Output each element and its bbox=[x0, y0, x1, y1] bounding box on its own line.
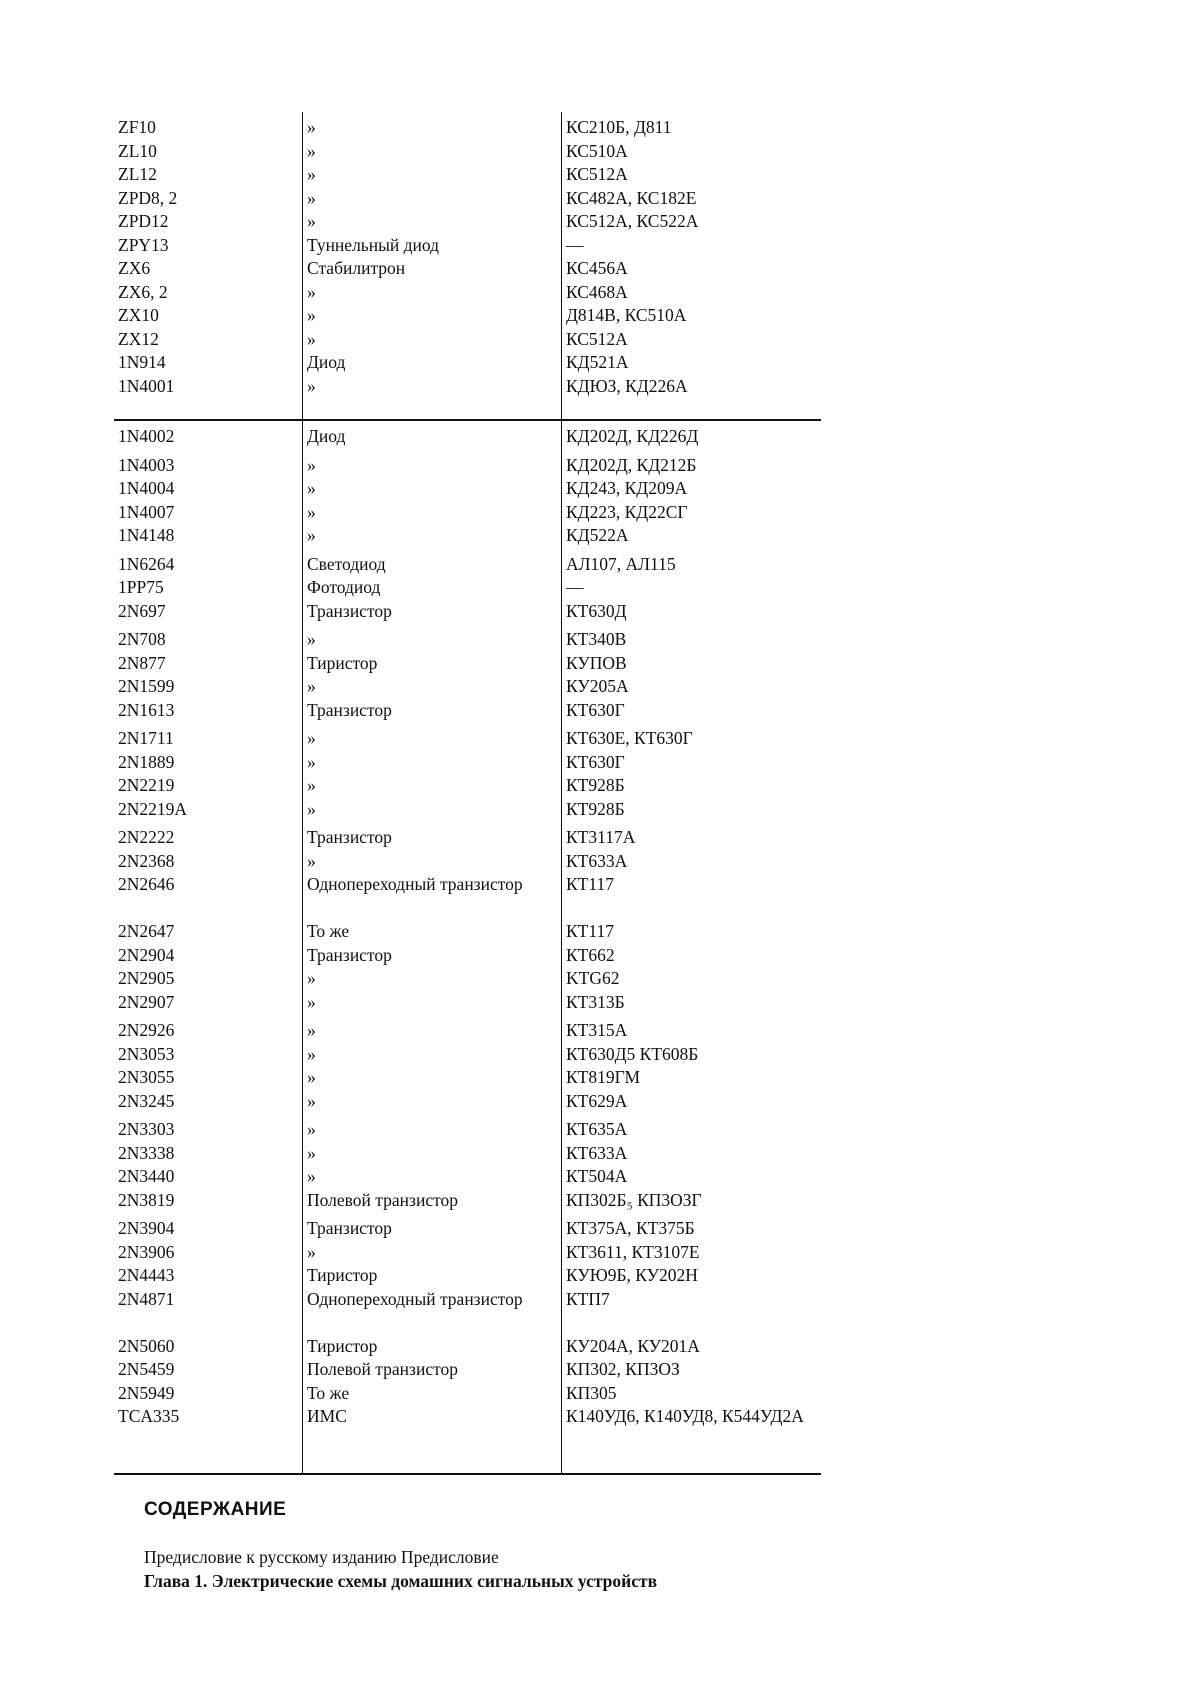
cell-device-type: » bbox=[307, 375, 316, 396]
cell-analog: КТ3611, КТ3107Е bbox=[566, 1241, 700, 1262]
cell-device-type: Транзистор bbox=[307, 827, 392, 847]
cell-part-number: 2N4871 bbox=[118, 1288, 175, 1309]
cell-analog: АЛ107, АЛ115 bbox=[566, 553, 676, 574]
cell-device-type: » bbox=[307, 140, 316, 161]
cell-analog: КТ662 bbox=[566, 944, 615, 965]
contents-item-chapter-1[interactable]: Глава 1. Электрические схемы домашних сигнальных устройств bbox=[144, 1571, 658, 1591]
cell-analog: КД202Д, КД212Б bbox=[566, 454, 697, 475]
cell-part-number: 1N4001 bbox=[118, 375, 175, 396]
cell-device-type: » bbox=[307, 1142, 316, 1163]
cell-analog: КТ928Б bbox=[566, 798, 625, 819]
table-row bbox=[114, 116, 821, 140]
table-row bbox=[114, 967, 821, 991]
table-row bbox=[114, 257, 821, 281]
table-row bbox=[114, 1118, 821, 1142]
table-row bbox=[114, 1165, 821, 1189]
cell-analog: КС210Б, Д811 bbox=[566, 117, 672, 137]
cell-analog: КУПОВ bbox=[566, 652, 627, 673]
cell-device-type: Транзистор bbox=[307, 600, 392, 621]
cell-part-number: 1N4148 bbox=[118, 525, 175, 545]
table-row bbox=[114, 163, 821, 187]
cell-device-type: » bbox=[307, 991, 316, 1012]
cell-device-type: » bbox=[307, 1119, 316, 1139]
cell-part-number: 2N2647 bbox=[118, 921, 175, 941]
cell-device-type: » bbox=[307, 164, 316, 184]
cell-part-number: 2N1599 bbox=[118, 676, 175, 696]
cell-device-type: » bbox=[307, 1067, 316, 1087]
cell-device-type: Полевой транзистор bbox=[307, 1189, 458, 1210]
table-row bbox=[114, 991, 821, 1015]
cell-part-number: 2N5949 bbox=[118, 1382, 175, 1403]
cell-part-number: 2N3303 bbox=[118, 1119, 175, 1139]
cell-device-type: Фотодиод bbox=[307, 577, 381, 597]
cell-part-number: 2N1613 bbox=[118, 699, 175, 720]
cell-analog: КТ819ГМ bbox=[566, 1067, 641, 1087]
cell-part-number: ZL10 bbox=[118, 140, 157, 161]
cell-part-number: 2N3440 bbox=[118, 1166, 175, 1186]
table-row bbox=[114, 1335, 821, 1359]
cell-analog: КД243, КД209А bbox=[566, 478, 688, 498]
table-row bbox=[114, 1090, 821, 1114]
cell-analog: КТ633А bbox=[566, 850, 628, 871]
cell-analog: КС456А bbox=[566, 258, 628, 278]
cell-device-type: » bbox=[307, 629, 316, 649]
cell-part-number: 1N4003 bbox=[118, 454, 175, 475]
cell-analog: КТ3117А bbox=[566, 827, 636, 847]
cell-analog: КТ117 bbox=[566, 921, 614, 941]
cell-part-number: 2N5459 bbox=[118, 1359, 175, 1379]
cell-analog: Д814В, КС510А bbox=[566, 305, 687, 325]
table-row bbox=[114, 675, 821, 699]
cell-part-number: 2N3055 bbox=[118, 1067, 175, 1087]
cell-part-number: 2N3819 bbox=[118, 1189, 175, 1210]
cell-part-number: 2N697 bbox=[118, 600, 166, 621]
cell-part-number: ZX6 bbox=[118, 258, 151, 278]
cell-part-number: 2N2905 bbox=[118, 968, 175, 988]
cell-part-number: ZPD8, 2 bbox=[118, 187, 178, 208]
cell-analog: КП302Б₅ КП3ОЗГ bbox=[566, 1189, 702, 1210]
cell-device-type: Светодиод bbox=[307, 553, 386, 574]
cell-analog: КС510А bbox=[566, 140, 628, 161]
cell-analog: КТ630Г bbox=[566, 699, 625, 720]
cell-analog: КТ630Д bbox=[566, 600, 627, 621]
table-row bbox=[114, 944, 821, 968]
table-row bbox=[114, 1043, 821, 1067]
table-row bbox=[114, 328, 821, 352]
table-row bbox=[114, 1142, 821, 1166]
table-row bbox=[114, 1288, 821, 1335]
cell-analog: КТ928Б bbox=[566, 775, 625, 795]
table-row bbox=[114, 798, 821, 822]
table-row bbox=[114, 600, 821, 624]
cell-analog: КТ504А bbox=[566, 1166, 628, 1186]
cell-analog: КС512А, КС522А bbox=[566, 211, 699, 231]
cell-part-number: 2N3904 bbox=[118, 1218, 175, 1238]
cell-part-number: 1N4002 bbox=[118, 426, 175, 446]
cell-analog: КТ630Г bbox=[566, 751, 625, 772]
table-row bbox=[114, 425, 821, 449]
cell-device-type: Диод bbox=[307, 426, 346, 446]
cell-device-type: » bbox=[307, 454, 316, 475]
cell-part-number: 2N708 bbox=[118, 629, 166, 649]
cell-part-number: 2N2219A bbox=[118, 798, 188, 819]
table-row bbox=[114, 553, 821, 577]
table-rows bbox=[114, 116, 821, 398]
cell-device-type: » bbox=[307, 525, 316, 545]
cell-analog: КТ633А bbox=[566, 1142, 628, 1163]
cell-device-type: Стабилитрон bbox=[307, 258, 406, 278]
cell-part-number: ZF10 bbox=[118, 117, 156, 137]
cell-analog: КУ205А bbox=[566, 676, 629, 696]
table-row bbox=[114, 375, 821, 399]
cell-part-number: 2N1711 bbox=[118, 728, 174, 748]
cell-analog: КДЮЗ, КД226А bbox=[566, 375, 688, 396]
cell-device-type: » bbox=[307, 1241, 316, 1262]
cell-analog: КД521А bbox=[566, 352, 629, 372]
table-row bbox=[114, 234, 821, 258]
cell-analog: КС468А bbox=[566, 281, 628, 302]
cell-analog: — bbox=[566, 577, 584, 597]
table-row bbox=[114, 351, 821, 375]
cell-device-type: » bbox=[307, 501, 316, 522]
cell-device-type: » bbox=[307, 117, 316, 137]
cell-analog: КТ629А bbox=[566, 1090, 628, 1111]
table-row bbox=[114, 920, 821, 944]
cell-part-number: 2N4443 bbox=[118, 1265, 175, 1285]
table-bottom-border bbox=[114, 1473, 821, 1475]
cell-device-type: » bbox=[307, 281, 316, 302]
table-row bbox=[114, 1382, 821, 1406]
cell-analog: КД202Д, КД226Д bbox=[566, 426, 699, 446]
table-row bbox=[114, 727, 821, 751]
cell-part-number: 2N2646 bbox=[118, 874, 175, 894]
cell-analog: КД223, КД22СГ bbox=[566, 501, 688, 522]
cell-device-type: » bbox=[307, 1020, 316, 1040]
table-row bbox=[114, 576, 821, 600]
cell-device-type: То же bbox=[307, 921, 350, 941]
cell-device-type: Туннельный диод bbox=[307, 234, 440, 255]
parts-table-bottom bbox=[114, 421, 821, 1475]
cell-part-number: 1N4004 bbox=[118, 478, 175, 498]
cell-device-type: » bbox=[307, 305, 316, 325]
cell-part-number: 2N2904 bbox=[118, 944, 175, 965]
contents-heading: СОДЕРЖАНИЕ bbox=[144, 1499, 287, 1520]
cell-device-type: ИМС bbox=[307, 1406, 347, 1426]
table-row bbox=[114, 628, 821, 652]
cell-part-number: 2N3245 bbox=[118, 1090, 175, 1111]
table-row bbox=[114, 1264, 821, 1288]
cell-device-type: » bbox=[307, 211, 316, 231]
table-row bbox=[114, 1217, 821, 1241]
cell-device-type: » bbox=[307, 775, 316, 795]
cell-part-number: 1N914 bbox=[118, 352, 166, 372]
cell-part-number: 2N2222 bbox=[118, 827, 175, 847]
cell-analog: КТ630Д5 КТ608Б bbox=[566, 1043, 699, 1064]
table-row bbox=[114, 210, 821, 234]
cell-part-number: ZL12 bbox=[118, 164, 157, 184]
table-row bbox=[114, 1019, 821, 1043]
cell-part-number: 1N6264 bbox=[118, 553, 175, 574]
table-row bbox=[114, 1189, 821, 1213]
cell-part-number: 2N877 bbox=[118, 652, 166, 673]
cell-device-type: Полевой транзистор bbox=[307, 1359, 458, 1379]
cell-device-type: » bbox=[307, 328, 316, 349]
cell-part-number: 2N2926 bbox=[118, 1020, 175, 1040]
cell-part-number: 2N1889 bbox=[118, 751, 175, 772]
cell-analog: КД522А bbox=[566, 525, 629, 545]
cell-part-number: TCA335 bbox=[118, 1406, 180, 1426]
cell-part-number: 2N3338 bbox=[118, 1142, 175, 1163]
cell-analog: КУ204А, КУ201А bbox=[566, 1335, 700, 1356]
cell-device-type: Транзистор bbox=[307, 944, 392, 965]
cell-part-number: 1PP75 bbox=[118, 577, 164, 597]
cell-part-number: 2N3053 bbox=[118, 1043, 175, 1064]
table-row bbox=[114, 281, 821, 305]
cell-part-number: 2N5060 bbox=[118, 1335, 175, 1356]
cell-analog: КТ313Б bbox=[566, 991, 625, 1012]
table-row bbox=[114, 454, 821, 478]
cell-part-number: 2N2219 bbox=[118, 775, 175, 795]
cell-device-type: » bbox=[307, 751, 316, 772]
table-row bbox=[114, 751, 821, 775]
cell-part-number: ZX12 bbox=[118, 328, 159, 349]
cell-device-type: » bbox=[307, 187, 316, 208]
table-row bbox=[114, 524, 821, 548]
cell-analog: КТ630Е, КТ630Г bbox=[566, 728, 693, 748]
cell-analog: КС482А, КС182Е bbox=[566, 187, 697, 208]
cell-device-type: Транзистор bbox=[307, 699, 392, 720]
cell-analog: КС512А bbox=[566, 164, 628, 184]
cell-device-type: » bbox=[307, 1090, 316, 1111]
cell-device-type: Тиристор bbox=[307, 1335, 378, 1356]
cell-part-number: ZPD12 bbox=[118, 211, 169, 231]
cell-analog: КТ635А bbox=[566, 1119, 628, 1139]
cell-part-number: ZX10 bbox=[118, 305, 159, 325]
cell-device-type: » bbox=[307, 728, 316, 748]
table-row bbox=[114, 699, 821, 723]
cell-analog: — bbox=[566, 234, 584, 255]
cell-device-type: Тиристор bbox=[307, 652, 378, 673]
cell-analog: КП305 bbox=[566, 1382, 617, 1403]
cell-part-number: ZPY13 bbox=[118, 234, 169, 255]
contents-item-preface[interactable]: Предисловие к русскому изданию Предисловие bbox=[144, 1547, 499, 1567]
cell-device-type: » bbox=[307, 798, 316, 819]
table-row bbox=[114, 1241, 821, 1265]
cell-device-type: Однопереходный транзистор bbox=[307, 874, 523, 894]
cell-device-type: Однопереходный транзистор bbox=[307, 1288, 523, 1309]
cell-analog: KTG62 bbox=[566, 968, 620, 988]
parts-table-top bbox=[114, 112, 821, 421]
table-row bbox=[114, 1358, 821, 1382]
cell-part-number: 2N3906 bbox=[118, 1241, 175, 1262]
table-row bbox=[114, 501, 821, 525]
cell-device-type: То же bbox=[307, 1382, 350, 1403]
cell-device-type: Транзистор bbox=[307, 1218, 392, 1238]
cell-analog: КТ315А bbox=[566, 1020, 628, 1040]
table-row bbox=[114, 1066, 821, 1090]
table-row bbox=[114, 873, 821, 920]
cell-analog: КС512А bbox=[566, 328, 628, 349]
cell-part-number: 1N4007 bbox=[118, 501, 175, 522]
cell-device-type: Диод bbox=[307, 352, 346, 372]
cell-device-type: » bbox=[307, 478, 316, 498]
cell-analog: КТ375А, КТ375Б bbox=[566, 1218, 695, 1238]
table-row bbox=[114, 187, 821, 211]
cell-part-number: ZX6, 2 bbox=[118, 281, 168, 302]
cell-device-type: » bbox=[307, 1043, 316, 1064]
cell-part-number: 2N2368 bbox=[118, 850, 175, 871]
table-row bbox=[114, 140, 821, 164]
cell-analog: КУЮ9Б, КУ202Н bbox=[566, 1265, 698, 1285]
table-row bbox=[114, 477, 821, 501]
cell-analog: КТ117 bbox=[566, 874, 614, 894]
table-row bbox=[114, 652, 821, 676]
cell-analog: КТ340В bbox=[566, 629, 627, 649]
table-row bbox=[114, 1405, 821, 1452]
cell-analog: КТП7 bbox=[566, 1288, 610, 1309]
cell-device-type: » bbox=[307, 1166, 316, 1186]
table-row bbox=[114, 826, 821, 850]
table-row bbox=[114, 304, 821, 328]
cell-device-type: » bbox=[307, 850, 316, 871]
table-row bbox=[114, 850, 821, 874]
cell-analog: К140УД6, К140УД8, К544УД2А bbox=[566, 1406, 804, 1426]
cell-analog: КП302, КП3ОЗ bbox=[566, 1359, 680, 1379]
cell-part-number: 2N2907 bbox=[118, 991, 175, 1012]
cell-device-type: Тиристор bbox=[307, 1265, 378, 1285]
cell-device-type: » bbox=[307, 968, 316, 988]
cell-device-type: » bbox=[307, 676, 316, 696]
table-rows bbox=[114, 425, 821, 1452]
table-row bbox=[114, 774, 821, 798]
